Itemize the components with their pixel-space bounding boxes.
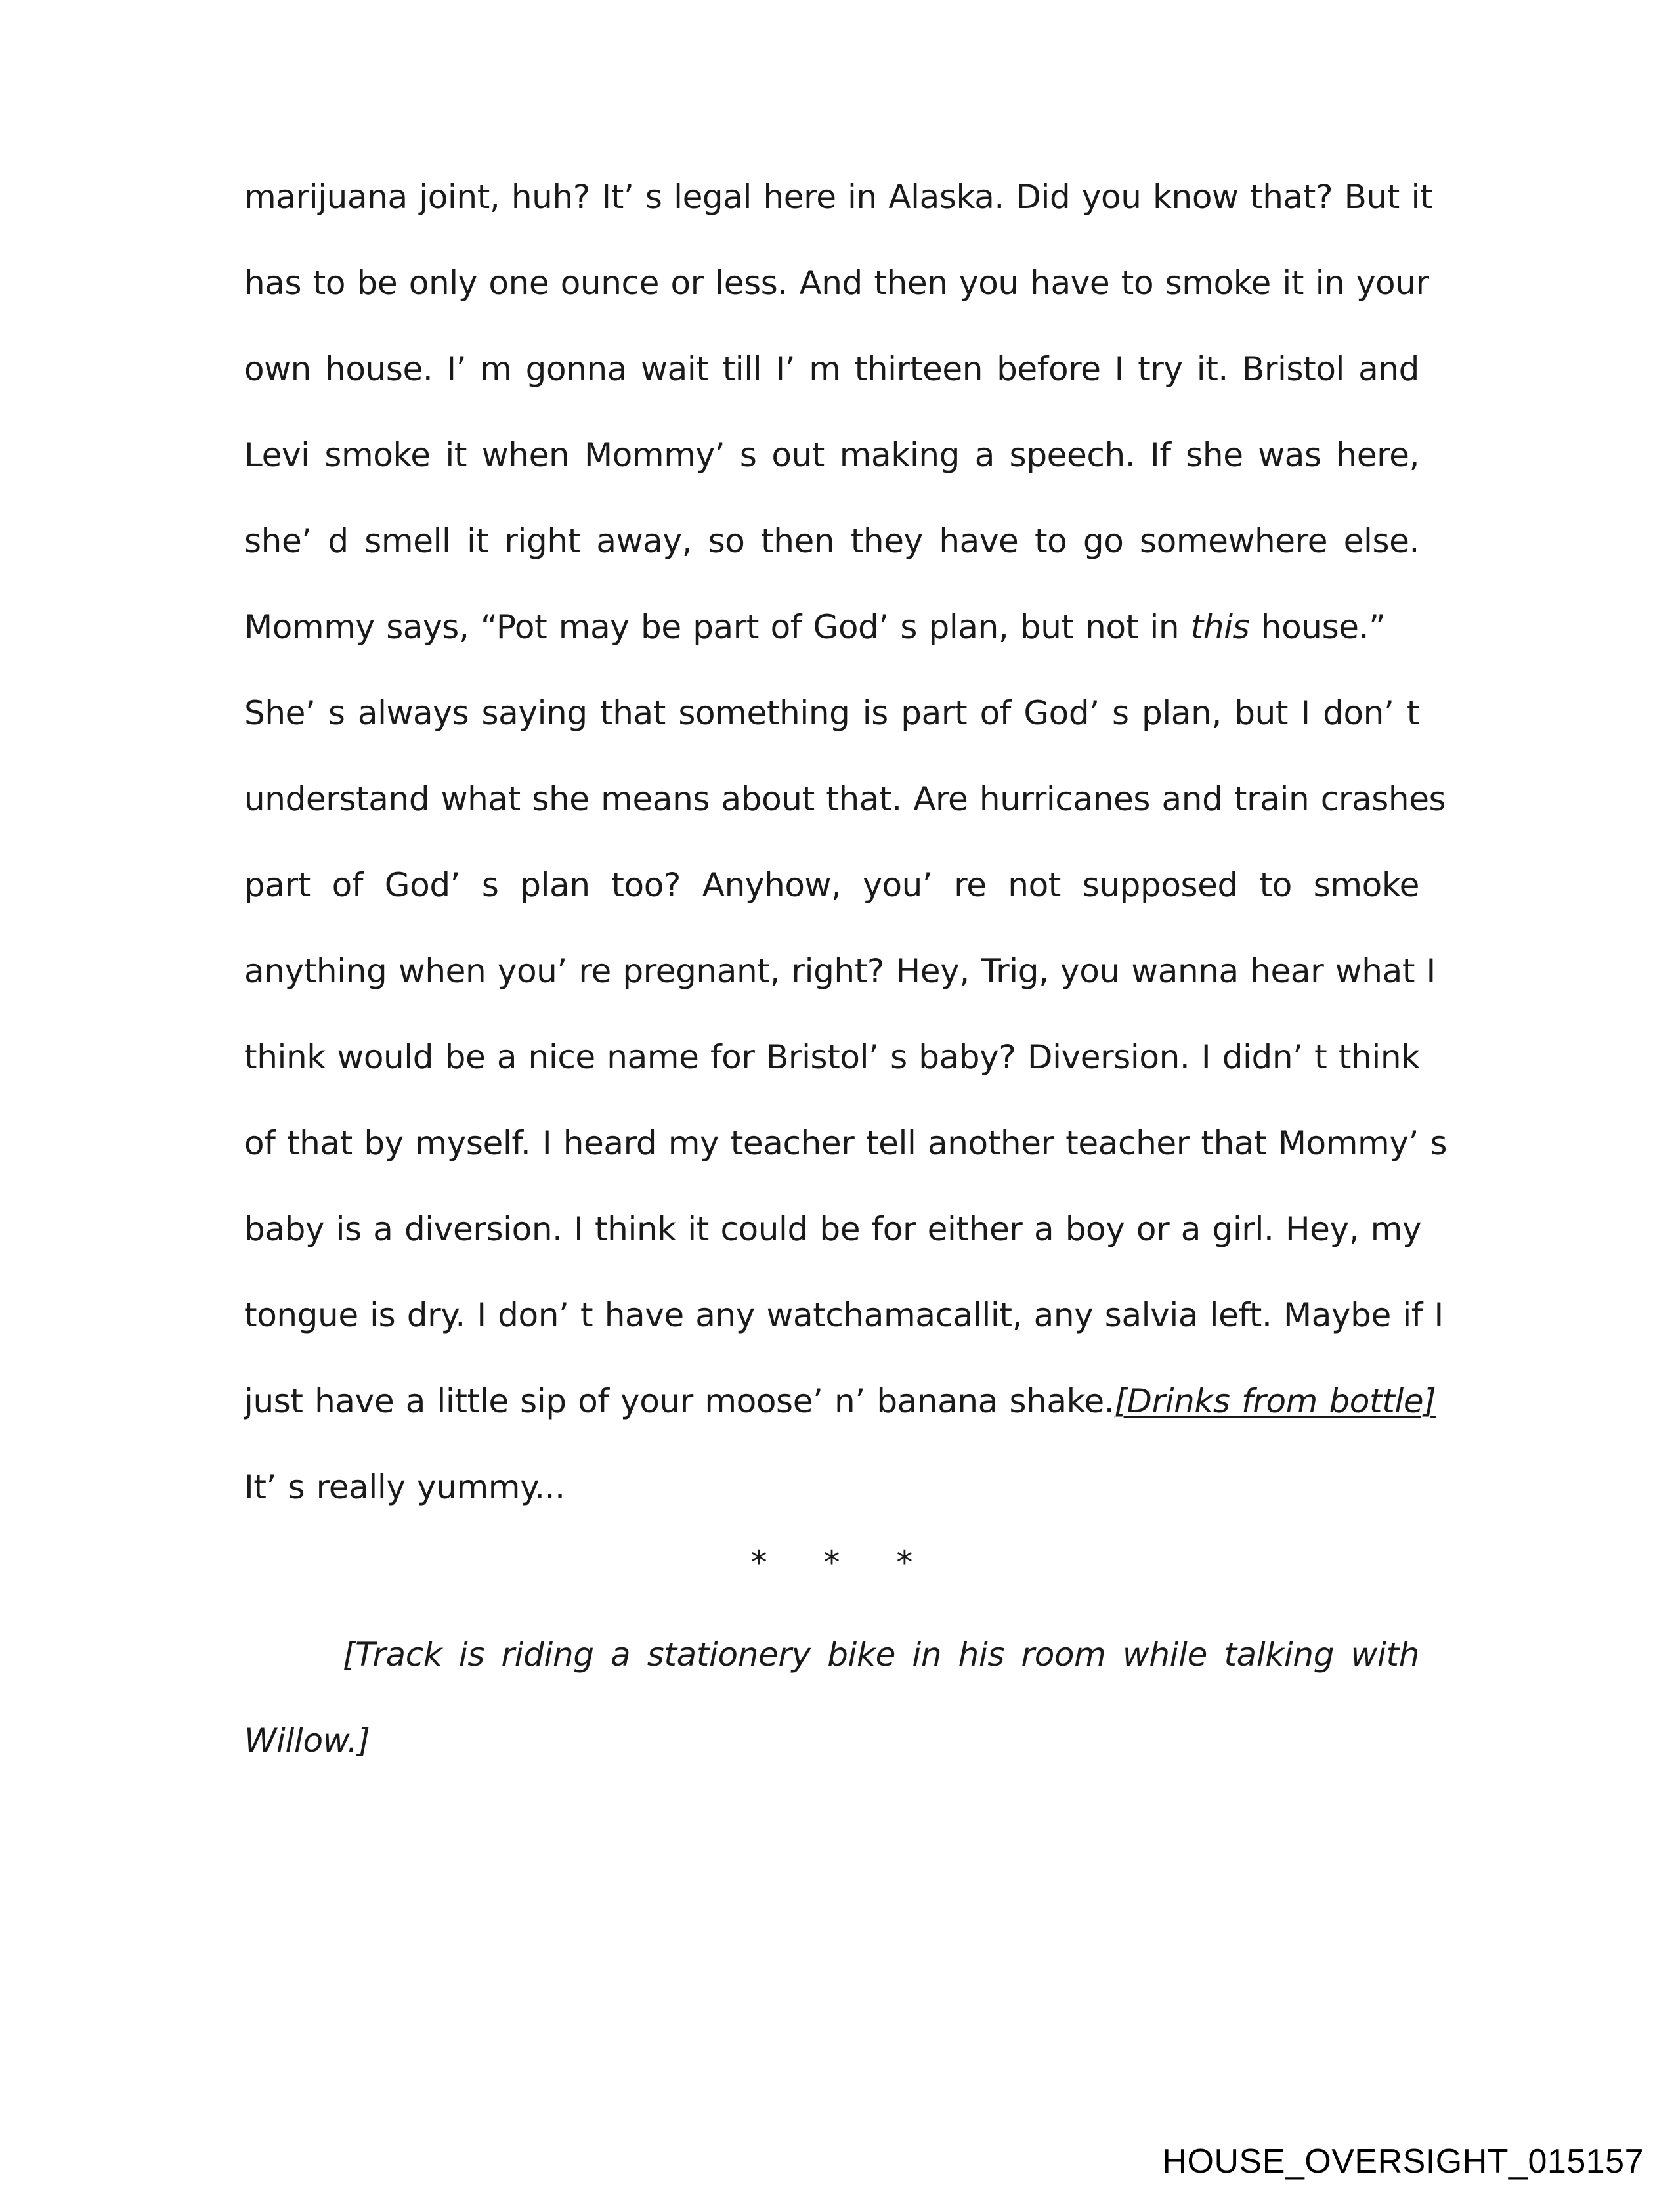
quote-lead: Mommy says, “Pot may be part of God’ s plan, but not in [244,608,1180,646]
text-line: she’ d smell it right away, so then they have to go somewhere else. [244,522,1419,560]
text-line: of that by myself. I heard my teacher tell another teacher that Mommy’ s [244,1124,1448,1162]
quote-tail: house.” [1260,608,1386,646]
section-break: * * * [750,1544,935,1582]
stage-direction-line: [Track is riding a stationery bike in his room while talking with [343,1636,1419,1674]
text-line: think would be a nice name for Bristol’ s baby? Diversion. I didn’ t think [244,1038,1420,1076]
text-line: has to be only one ounce or less. And then you have to smoke it in your [244,264,1429,302]
bates-number: HOUSE_OVERSIGHT_015157 [1162,2142,1644,2180]
text-line: Levi smoke it when Mommy’ s out making a speech. If she was here, [244,436,1419,474]
text-line [244,1375,1436,1427]
emphasis-this: this [1190,608,1250,646]
text-line: It’ s really yummy... [244,1468,565,1506]
text-line: baby is a diversion. I think it could be for either a boy or a girl. Hey, my [244,1210,1422,1248]
stage-direction-line: Willow.] [244,1722,370,1760]
text-line: own house. I’ m gonna wait till I’ m thirteen before I try it. Bristol and [244,350,1419,388]
shake-sentence: just have a little sip of your moose’ n’ banana shake. [244,1382,1115,1420]
text-line: part of God’ s plan too? Anyhow, you’ re not supposed to smoke [244,866,1419,904]
stage-direction-drinks: [Drinks from bottle] [1114,1382,1436,1420]
text-line: anything when you’ re pregnant, right? Hey, Trig, you wanna hear what I [244,952,1436,990]
text-line: She’ s always saying that something is part of God’ s plan, but I don’ t [244,694,1419,732]
text-line [244,601,1419,653]
text-line: understand what she means about that. Are hurricanes and train crashes [244,780,1446,818]
text-line: tongue is dry. I don’ t have any watchamacallit, any salvia left. Maybe if I [244,1296,1444,1334]
text-line: marijuana joint, huh? It’ s legal here in Alaska. Did you know that? But it [244,178,1433,216]
